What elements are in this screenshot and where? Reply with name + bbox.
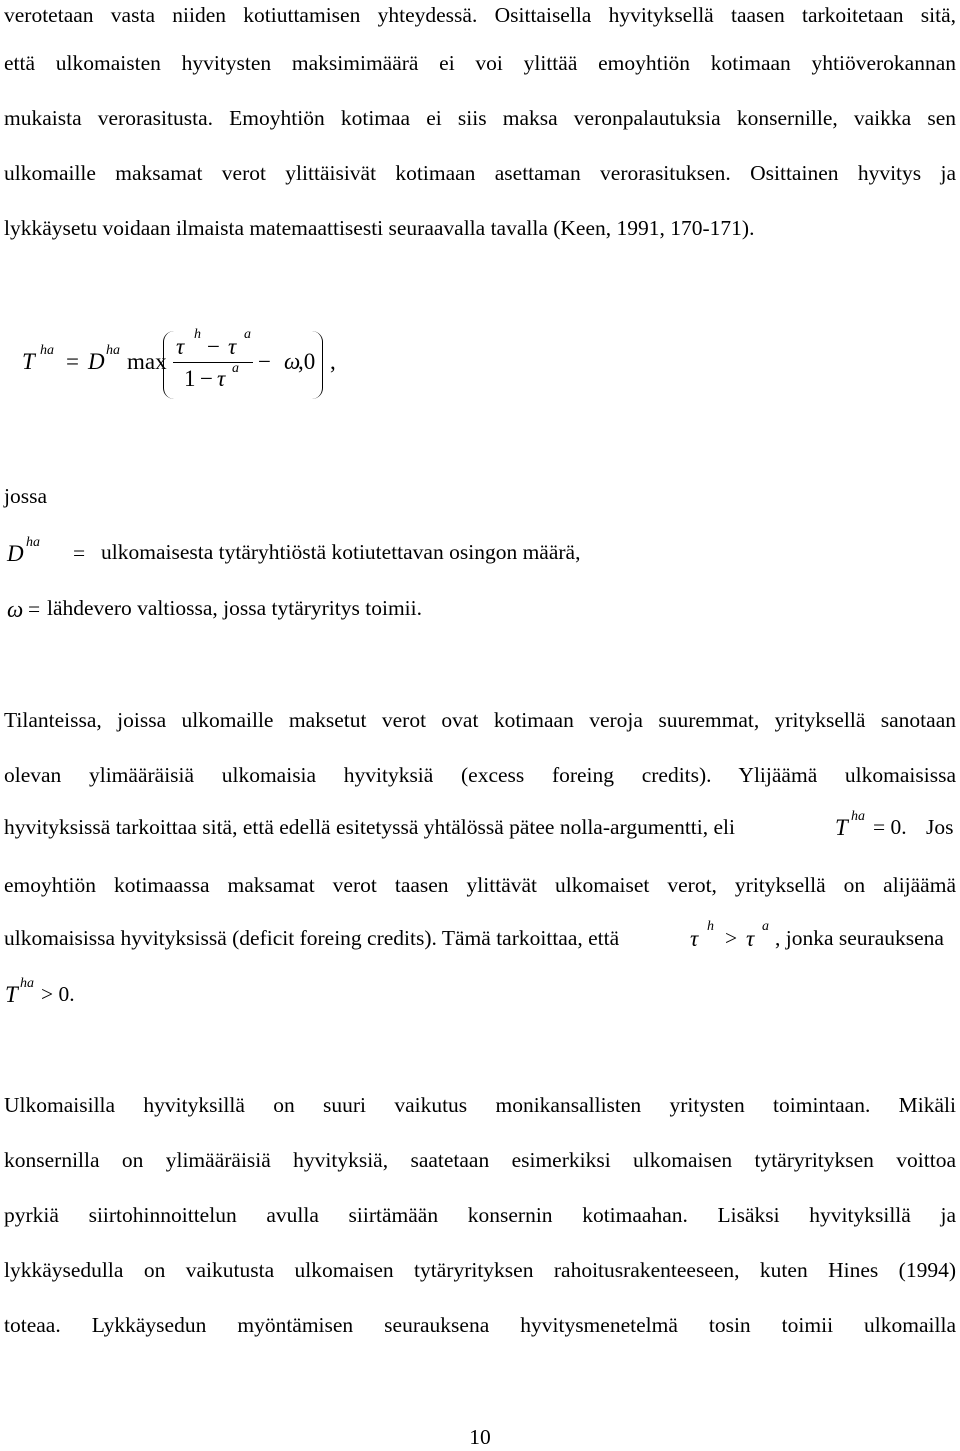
eq-den-tau: τ xyxy=(217,366,226,391)
p2-line-5-tau1: τ xyxy=(690,926,699,951)
def-omega-symbol: ω xyxy=(7,597,24,622)
eq-tail: ,0 xyxy=(298,349,316,374)
p2-line-5-text: ulkomaisissa hyvityksissä (deficit foreing credits). Tämä tarkoittaa, että xyxy=(4,926,620,950)
def-omega-equals: = xyxy=(28,597,41,621)
eq-num-minus: − xyxy=(207,334,220,359)
where-label: jossa xyxy=(4,484,47,508)
p2-line-6-T-sup: ha xyxy=(20,976,34,991)
p2-line-4: emoyhtiön kotimaassa maksamat verot taasen ylittävät ulkomaiset verot, yrityksellä on alijäämä xyxy=(4,873,956,897)
eq-right-paren xyxy=(312,331,323,399)
p2-line-2: olevan ylimääräisiä ulkomaisia hyvityksiä (excess foreing credits). Ylijäämä ulkomaisissa xyxy=(4,763,956,787)
p2-line-5-tau2: τ xyxy=(746,926,755,951)
def-D-text: ulkomaisesta tytäryhtiöstä kotiutettavan osingon määrä, xyxy=(101,540,581,564)
p1-line-1: verotetaan vasta niiden kotiuttamisen yhteydessä. Osittaisella hyvityksellä taasen tarkoitetaan sitä, xyxy=(4,3,956,27)
p2-line-6-value: > 0. xyxy=(41,982,75,1006)
eq-fraction-bar xyxy=(173,362,253,363)
def-D-symbol: D xyxy=(7,541,24,566)
p3-line-5: toteaa. Lykkäysedun myöntämisen seurauksena hyvitysmenetelmä tosin toimii ulkomailla xyxy=(4,1313,956,1337)
p2-line-3-value: = 0. xyxy=(873,815,907,839)
eq-T-sup: ha xyxy=(40,343,54,358)
eq-comma: , xyxy=(330,349,336,374)
eq-den-sup: a xyxy=(232,361,239,376)
p2-line-1: Tilanteissa, joissa ulkomaille maksetut verot ovat kotimaan veroja suuremmat, yrityksellä sanotaan xyxy=(4,708,956,732)
eq-D-sup: ha xyxy=(106,343,120,358)
eq-T: T xyxy=(22,349,35,374)
p1-line-5: lykkäysetu voidaan ilmaista matemaattisesti seuraavalla tavalla (Keen, 1991, 170-171). xyxy=(4,216,755,240)
p1-line-2: että ulkomaisten hyvitysten maksimimäärä ei voi ylittää emoyhtiön kotimaan yhtiöverokannan xyxy=(4,51,956,75)
eq-num-sup2: a xyxy=(244,327,251,342)
p3-line-2: konsernilla on ylimääräisiä hyvityksiä, saatetaan esimerkiksi ulkomaisen tytäryrityksen voittoa xyxy=(4,1148,956,1172)
p2-line-5-sup2: a xyxy=(762,919,769,934)
p3-line-4: lykkäysedulla on vaikutusta ulkomaisen tytäryrityksen rahoitusrakenteeseen, kuten Hines (1994) xyxy=(4,1258,956,1282)
def-omega-text: lähdevero valtiossa, jossa tytäryritys toimii. xyxy=(47,596,422,620)
eq-num-sup1: h xyxy=(194,327,201,342)
page-number: 10 xyxy=(469,1425,491,1449)
def-D-equals: = xyxy=(73,541,86,565)
eq-den-minus: − xyxy=(200,366,213,391)
p3-line-3: pyrkiä siirtohinnoittelun avulla siirtämään konsernin kotimaahan. Lisäksi hyvityksillä ja xyxy=(4,1203,956,1227)
p1-line-3: mukaista verorasitusta. Emoyhtiön kotimaa ei siis maksa veronpalautuksia konsernille, vaikka sen xyxy=(4,106,956,130)
p2-line-3-end: Jos xyxy=(926,815,954,839)
eq-num-tau1: τ xyxy=(176,334,185,359)
eq-left-paren xyxy=(163,331,174,399)
eq-den-one: 1 xyxy=(184,366,196,391)
p2-line-6-T: T xyxy=(5,982,18,1007)
p2-line-3-T: T xyxy=(835,815,848,840)
eq-D: D xyxy=(88,349,105,374)
eq-equals: = xyxy=(66,349,79,374)
eq-minus-omega: − xyxy=(258,349,271,374)
eq-max: max xyxy=(127,349,167,374)
p3-line-1: Ulkomaisilla hyvityksillä on suuri vaikutus monikansallisten yritysten toimintaan. Mikäli xyxy=(4,1093,956,1117)
p2-line-5-end: , jonka seurauksena xyxy=(775,926,944,950)
eq-omega: ω xyxy=(284,349,301,374)
p2-line-5-gt: > xyxy=(725,926,738,950)
p1-line-4: ulkomaille maksamat verot ylittäisivät kotimaan asettaman verorasituksen. Osittainen hyvitys ja xyxy=(4,161,956,185)
eq-num-tau2: τ xyxy=(228,334,237,359)
p2-line-3-text: hyvityksissä tarkoittaa sitä, että edellä esitetyssä yhtälössä pätee nolla-argumentti, eli xyxy=(4,815,735,839)
def-D-sup: ha xyxy=(26,535,40,550)
p2-line-3-T-sup: ha xyxy=(851,809,865,824)
p2-line-5-sup1: h xyxy=(707,919,714,934)
